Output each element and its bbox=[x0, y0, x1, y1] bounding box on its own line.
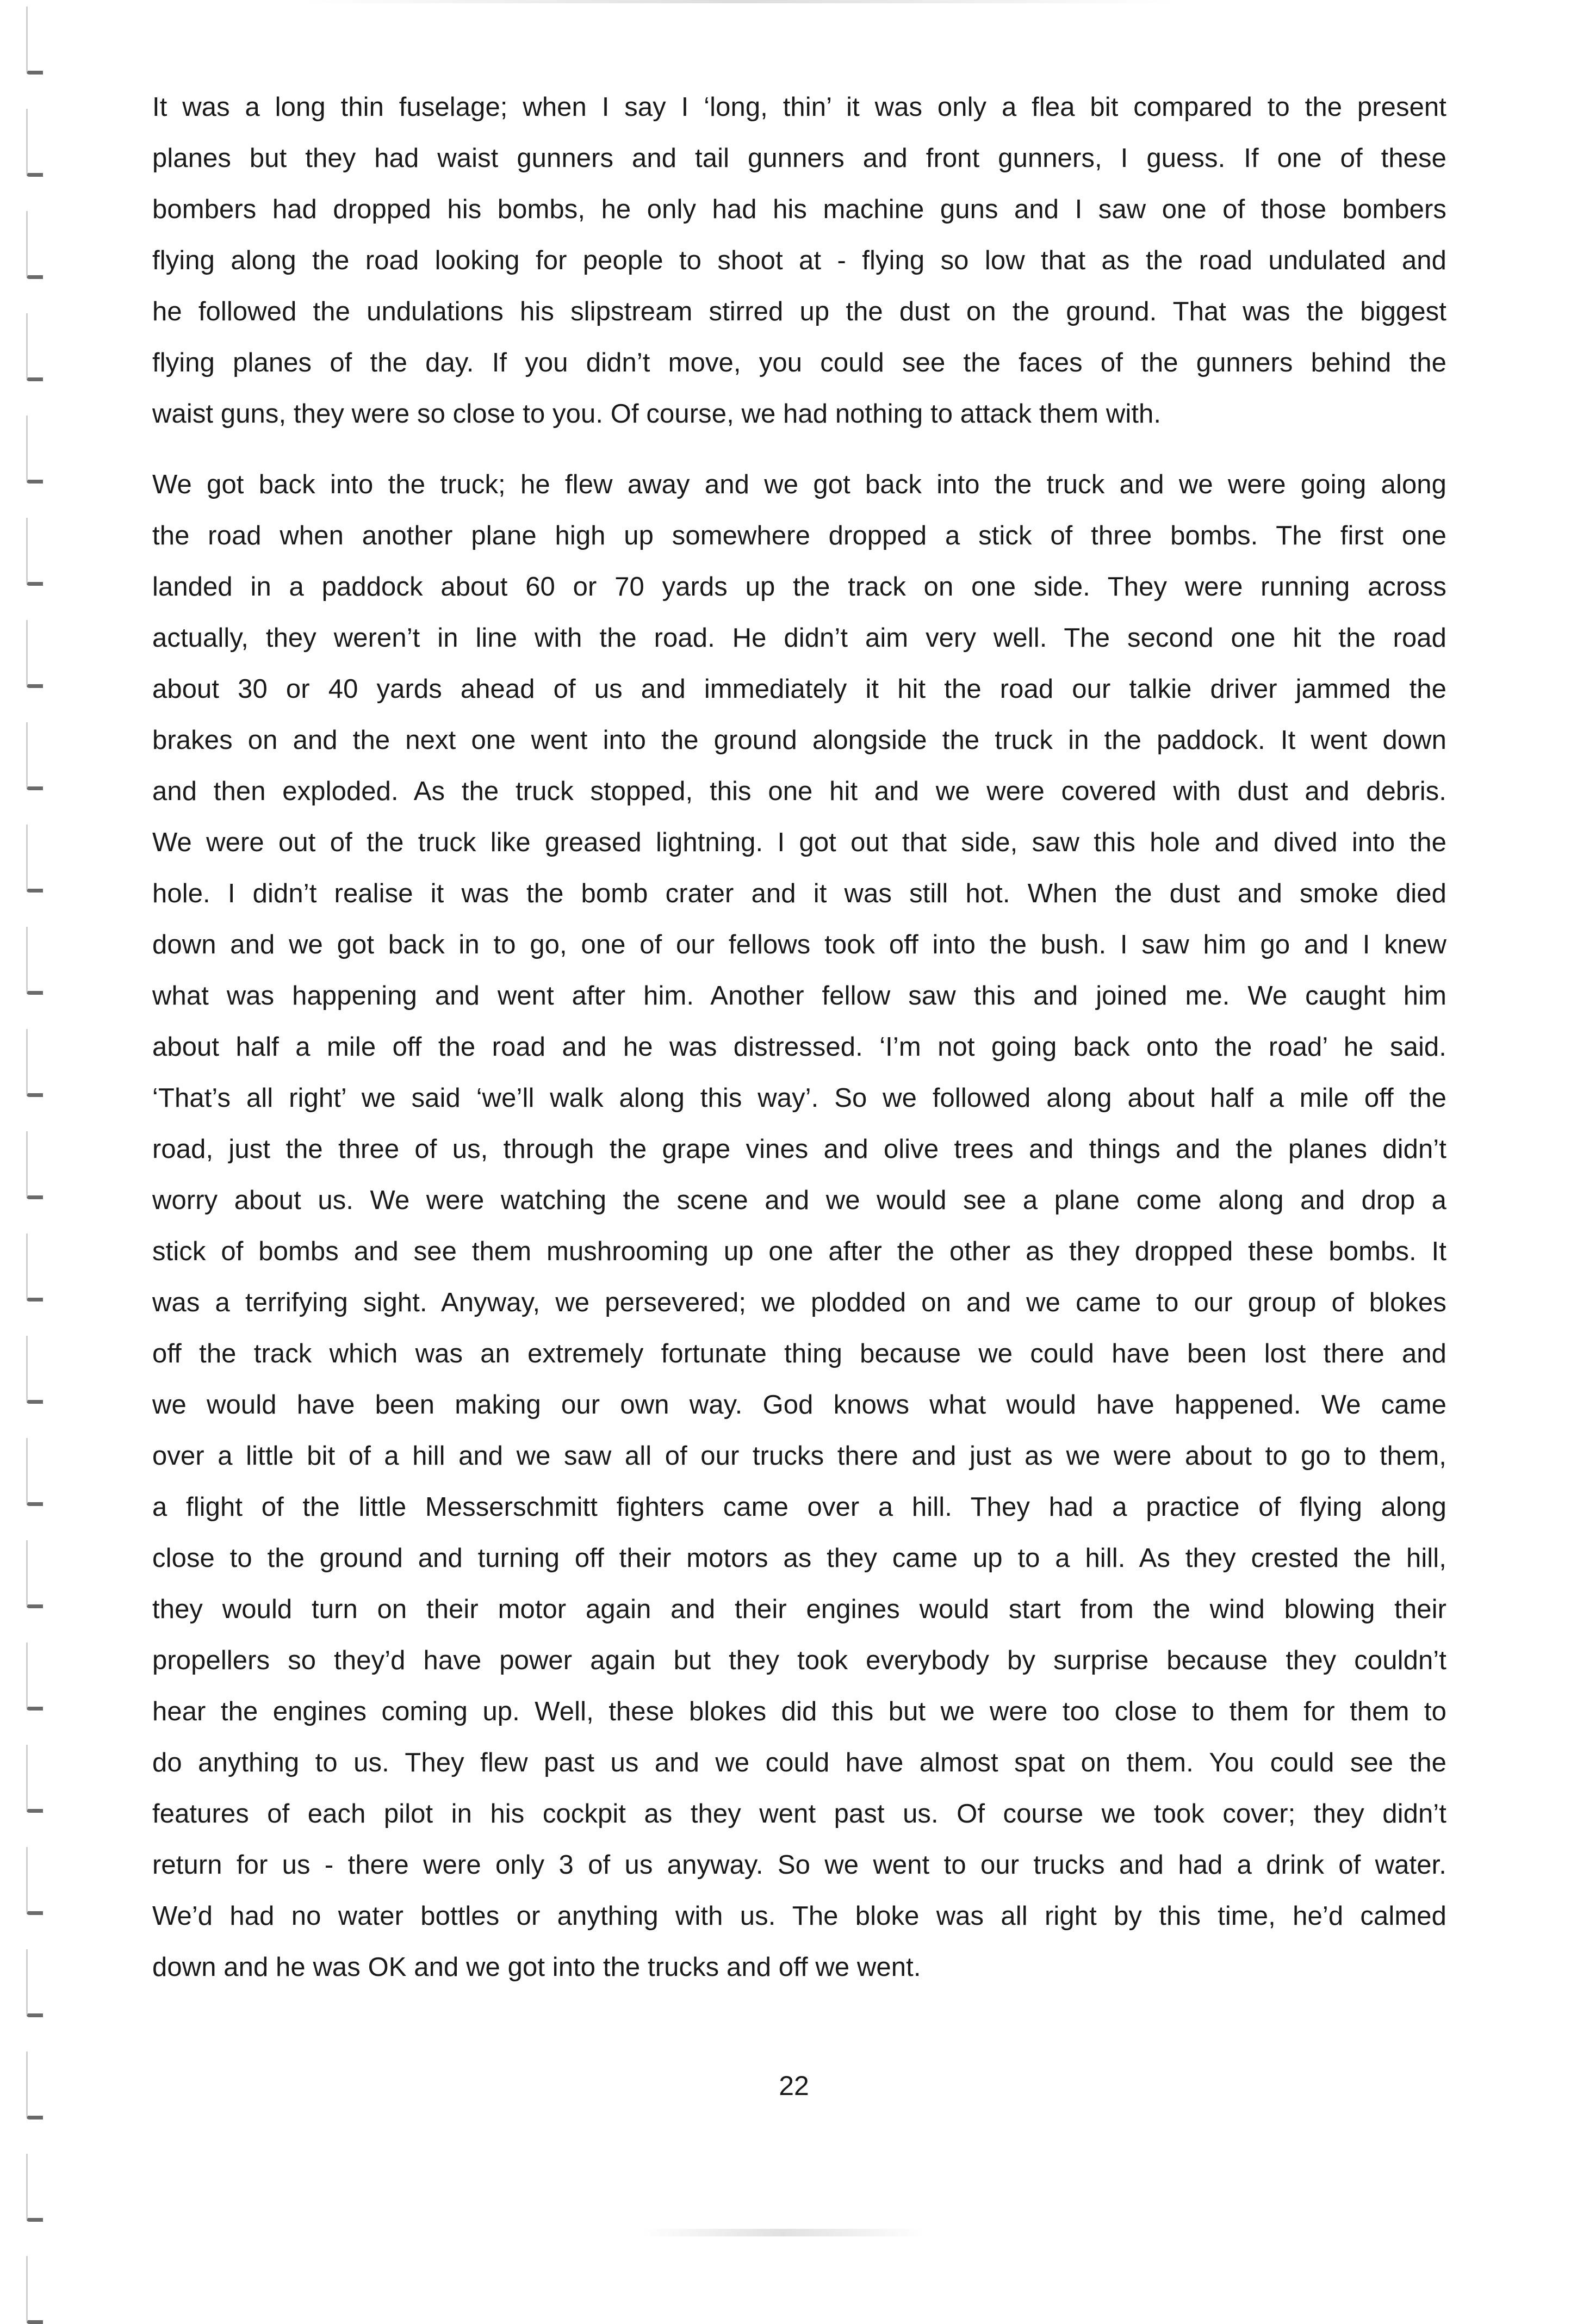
text-line: bombers had dropped his bombs, he only had his machine guns and I saw one of those bombers bbox=[152, 195, 1446, 224]
binding-ring-mark bbox=[26, 1540, 43, 1608]
text-line: planes but they had waist gunners and tail gunners and front gunners, I guess. If one of these bbox=[152, 144, 1446, 173]
text-line: flying along the road looking for people to shoot at - flying so low that as the road undulated and bbox=[152, 246, 1446, 275]
binding-ring-mark bbox=[26, 825, 43, 893]
text-line: brakes on and the next one went into the ground alongside the truck in the paddock. It went down bbox=[152, 726, 1446, 755]
text-line: off the track which was an extremely fortunate thing because we could have been lost there and bbox=[152, 1339, 1446, 1368]
binding-ring-mark bbox=[26, 1949, 43, 2017]
text-line: close to the ground and turning off their motors as they came up to a hill. As they crested the hill, bbox=[152, 1544, 1446, 1573]
binding-ring-mark bbox=[26, 518, 43, 586]
binding-ring-mark bbox=[26, 722, 43, 790]
binding-ring-mark bbox=[26, 1029, 43, 1097]
binding-ring-mark bbox=[26, 1336, 43, 1404]
binding-ring-mark bbox=[26, 927, 43, 995]
text-line: flying planes of the day. If you didn’t move, you could see the faces of the gunners behind the bbox=[152, 348, 1446, 377]
text-line: down and we got back in to go, one of our fellows took off into the bush. I saw him go and I knew bbox=[152, 930, 1446, 959]
binding-ring-mark bbox=[26, 2154, 43, 2222]
text-line: worry about us. We were watching the scene and we would see a plane come along and drop a bbox=[152, 1186, 1446, 1215]
text-line: and then exploded. As the truck stopped, this one hit and we were covered with dust and debris. bbox=[152, 777, 1446, 806]
text-line: landed in a paddock about 60 or 70 yards up the track on one side. They were running across bbox=[152, 572, 1446, 602]
text-line: do anything to us. They flew past us and we could have almost spat on them. You could see the bbox=[152, 1748, 1446, 1777]
binding-ring-mark bbox=[26, 1643, 43, 1711]
binding-ring-mark bbox=[26, 211, 43, 279]
scan-top-shadow bbox=[305, 0, 1175, 3]
binding-ring-mark bbox=[26, 1438, 43, 1506]
binding-ring-mark bbox=[26, 1234, 43, 1302]
binding-strip bbox=[21, 0, 53, 2251]
binding-ring-mark bbox=[26, 1131, 43, 1199]
text-line: We were out of the truck like greased lightning. I got out that side, saw this hole and dived into the bbox=[152, 828, 1446, 857]
page-number: 22 bbox=[779, 2071, 809, 2101]
text-line: we would have been making our own way. God knows what would have happened. We came bbox=[152, 1390, 1446, 1420]
binding-ring-mark bbox=[26, 1847, 43, 1915]
text-line: hear the engines coming up. Well, these blokes did this but we were too close to them for them to bbox=[152, 1697, 1446, 1726]
text-line: We’d had no water bottles or anything with us. The bloke was all right by this time, he’d calmed bbox=[152, 1901, 1446, 1931]
text-line: return for us - there were only 3 of us anyway. So we went to our trucks and had a drink of water. bbox=[152, 1850, 1446, 1880]
text-line: stick of bombs and see them mushrooming up one after the other as they dropped these bombs. It bbox=[152, 1237, 1446, 1266]
binding-ring-mark bbox=[26, 620, 43, 688]
text-line: was a terrifying sight. Anyway, we persevered; we plodded on and we came to our group of blokes bbox=[152, 1288, 1446, 1317]
binding-ring-mark bbox=[26, 7, 43, 75]
scan-bottom-smudge bbox=[642, 2229, 924, 2236]
paragraph-2 bbox=[152, 459, 1446, 1993]
text-line: ‘That’s all right’ we said ‘we’ll walk along this way’. So we followed along about half a mile off the bbox=[152, 1083, 1446, 1113]
text-line: road, just the three of us, through the grape vines and olive trees and things and the planes didn’t bbox=[152, 1135, 1446, 1164]
text-line: over a little bit of a hill and we saw all of our trucks there and just as we were about to go to them, bbox=[152, 1441, 1446, 1471]
binding-ring-mark bbox=[26, 2052, 43, 2120]
text-line: actually, they weren’t in line with the road. He didn’t aim very well. The second one hit the road bbox=[152, 623, 1446, 653]
binding-ring-mark bbox=[26, 313, 43, 381]
text-line: waist guns, they were so close to you. Of course, we had nothing to attack them with. bbox=[152, 399, 1162, 429]
text-line: features of each pilot in his cockpit as they went past us. Of course we took cover; they didn’t bbox=[152, 1799, 1446, 1829]
binding-ring-mark bbox=[26, 109, 43, 177]
binding-ring-mark bbox=[26, 1745, 43, 1813]
text-line: about half a mile off the road and he was distressed. ‘I’m not going back onto the road’ he said. bbox=[152, 1032, 1446, 1062]
paragraph-1 bbox=[152, 82, 1446, 439]
text-line: he followed the undulations his slipstream stirred up the dust on the ground. That was the biggest bbox=[152, 297, 1446, 326]
text-line: propellers so they’d have power again but they took everybody by surprise because they couldn’t bbox=[152, 1646, 1446, 1675]
text-line: the road when another plane high up somewhere dropped a stick of three bombs. The first one bbox=[152, 521, 1446, 550]
text-line: We got back into the truck; he flew away and we got back into the truck and we were going along bbox=[152, 470, 1446, 499]
text-line: hole. I didn’t realise it was the bomb crater and it was still hot. When the dust and smoke died bbox=[152, 879, 1446, 908]
binding-ring-mark bbox=[26, 2256, 43, 2324]
text-line: about 30 or 40 yards ahead of us and immediately it hit the road our talkie driver jammed the bbox=[152, 674, 1446, 704]
binding-ring-mark bbox=[26, 416, 43, 484]
body-text bbox=[152, 82, 1446, 1993]
text-line: they would turn on their motor again and their engines would start from the wind blowing their bbox=[152, 1595, 1446, 1624]
text-line: It was a long thin fuselage; when I say I ‘long, thin’ it was only a flea bit compared to the present bbox=[152, 92, 1446, 122]
text-line: a flight of the little Messerschmitt fighters came over a hill. They had a practice of flying along bbox=[152, 1492, 1446, 1522]
text-line: what was happening and went after him. Another fellow saw this and joined me. We caught him bbox=[152, 981, 1446, 1011]
text-line: down and he was OK and we got into the trucks and off we went. bbox=[152, 1953, 921, 1982]
